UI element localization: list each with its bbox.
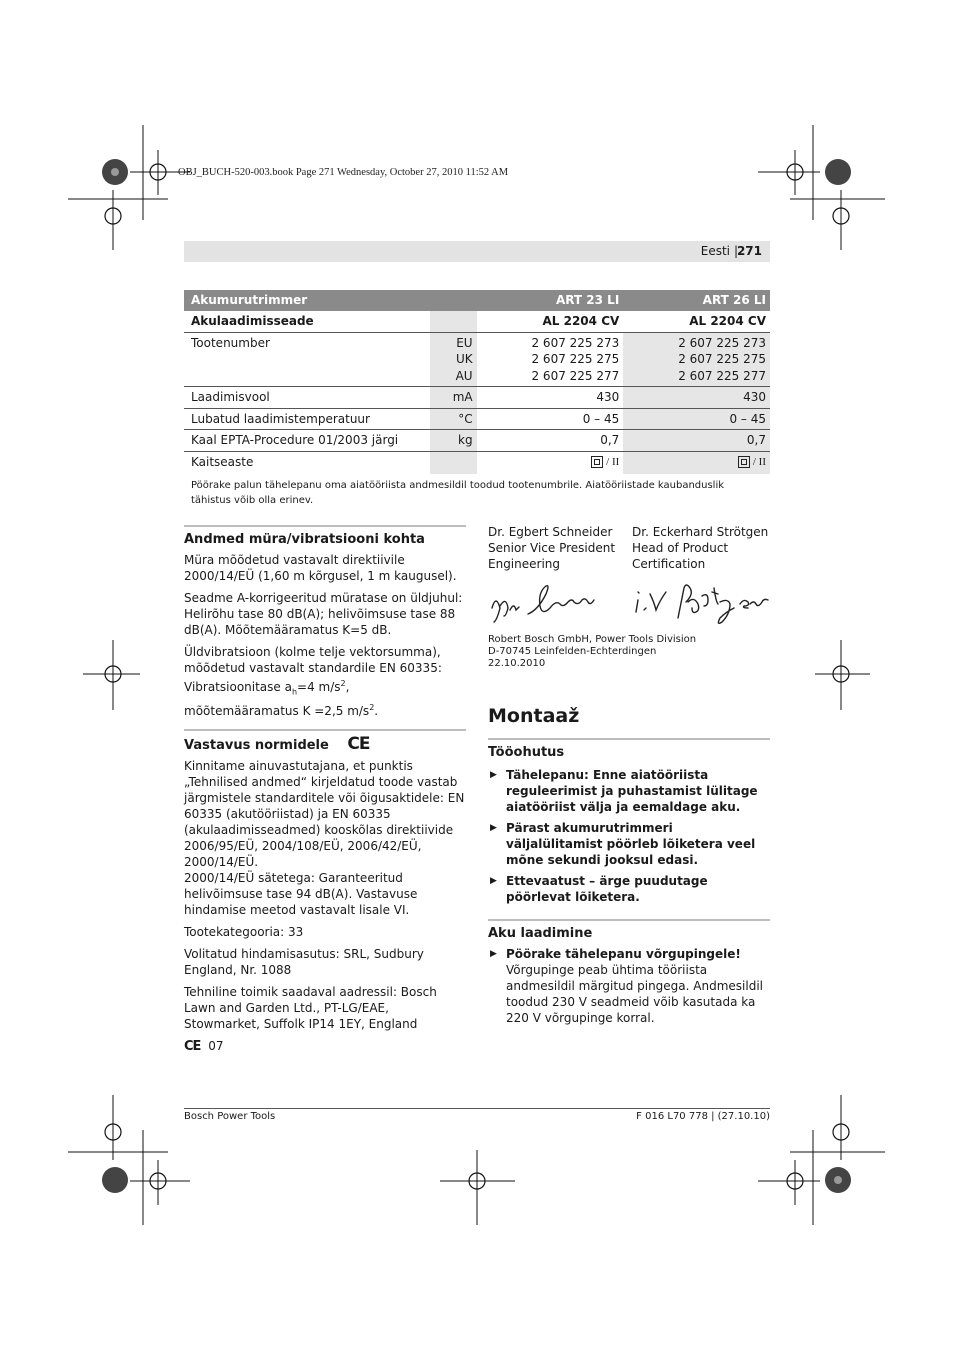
book-file-info: OBJ_BUCH-520-003.book Page 271 Wednesday, October 27, 2010 11:52 AM <box>178 167 509 178</box>
noise-section <box>184 525 466 719</box>
left-column <box>184 525 466 1061</box>
table-row <box>184 332 770 387</box>
spec-row-value-1: 2 607 225 273 2 607 225 275 2 607 225 277 <box>477 332 624 387</box>
spec-row-unit: EU UK AU <box>430 332 477 387</box>
page-number: 271 <box>736 244 762 258</box>
conformity-paragraph: Kinnitame ainuvastutajana, et punktis „Tehnilised andmed“ kirjeldatud toode vastab järgmistele standarditele või õigusaktidele: EN 60335 (akutööriistad) ja EN 60335 (akulaadimisseadmed) kooskõlas direktiivide 2006/95/EÜ, 2004/108/EÜ, 2006/42/EÜ, 2000/14/EÜ. <box>184 759 465 870</box>
page-footer <box>184 1108 770 1122</box>
footer-doc-number: F 016 L70 778 | (27.10.10) <box>636 1111 770 1122</box>
handwritten-signatures <box>488 578 770 630</box>
right-column <box>488 524 770 1031</box>
conformity-paragraph: 2000/14/EÜ sätetega: Garanteeritud helivõimsuse tase 94 dB(A). Vastavuse hindamise meetod vastavalt lisale VI. <box>184 871 418 918</box>
spec-header-product: Akumurutrimmer <box>184 290 430 311</box>
bullet-arrow-icon: ▶ <box>490 949 497 959</box>
header-language: Eesti <box>700 244 730 258</box>
spec-table-header-row <box>184 290 770 311</box>
bullet-arrow-icon: ▶ <box>490 770 497 780</box>
ce-mark-icon: CE <box>347 734 370 755</box>
bullet-arrow-icon: ▶ <box>490 823 497 833</box>
noise-title: Andmed müra/vibratsiooni kohta <box>184 532 425 547</box>
technical-file-address: Tehniline toimik saadaval aadressil: Bosch Lawn and Garden Ltd., PT-LG/EAE, Stowmarket, Suffolk IP14 1EY, England <box>184 985 437 1032</box>
battery-charging-section <box>488 919 770 1026</box>
list-item: ▶ Ettevaatust – ärge puudutage pöörlevat lõiketera. <box>490 874 708 904</box>
page-header-bar <box>184 241 770 262</box>
battery-charging-title: Aku laadimine <box>488 926 593 941</box>
spec-row-value-1: 430 <box>477 387 624 409</box>
table-row <box>184 451 770 474</box>
protection-class-icon <box>738 456 750 468</box>
signatory-left: Dr. Egbert Schneider Senior Vice President Engineering <box>488 525 616 571</box>
spec-row-label: Laadimisvool <box>184 387 430 409</box>
work-safety-section <box>488 738 770 905</box>
footer-brand: Bosch Power Tools <box>184 1111 276 1122</box>
spec-row-value-2: / II <box>623 451 770 474</box>
conformity-section <box>184 729 466 1055</box>
spec-table-charger-row <box>184 311 770 332</box>
spec-header-model-1: ART 23 LI <box>477 290 624 311</box>
protection-class-icon <box>591 456 603 468</box>
spec-charger-model-2: AL 2204 CV <box>623 311 770 332</box>
spec-table <box>184 290 770 474</box>
spec-row-label: Kaitseaste <box>191 454 254 469</box>
list-item: ▶ Pöörake tähelepanu võrgupingele! Võrgupinge peab ühtima tööriista andmesildil märgitud pingega. Andmesildil toodud 230 V seadmeid võib kasutada ka 220 V võrgupinge korral. <box>490 947 763 1025</box>
spec-row-value-2: 0,7 <box>623 430 770 452</box>
spec-row-unit: kg <box>430 430 477 452</box>
spec-charger-model-1: AL 2204 CV <box>477 311 624 332</box>
spec-row-label: Tootenumber <box>184 332 430 387</box>
ce-year-line: CE 07 <box>184 1039 224 1055</box>
list-item: ▶ Pärast akumurutrimmeri väljalülitamist pöörleb lõiketera veel mõne sekundi jooksul edasi. <box>490 821 756 867</box>
table-row <box>184 408 770 430</box>
assembly-title: Montaaž <box>488 705 580 727</box>
work-safety-title: Tööohutus <box>488 745 565 760</box>
spec-row-value-1: / II <box>477 451 624 474</box>
spec-row-value-2: 430 <box>623 387 770 409</box>
company-info: Robert Bosch GmbH, Power Tools Division D-70745 Leinfelden-Echterdingen 22.10.2010 <box>488 634 697 669</box>
conformity-title: Vastavus normidele <box>184 738 329 754</box>
spec-header-model-2: ART 26 LI <box>623 290 770 311</box>
noise-paragraph: Seadme A-korrigeeritud müratase on üldjuhul: Helirõhu tase 80 dB(A); helivõimsuse tase 88 dB(A). Mõõtemääramatus K=5 dB. <box>184 591 463 637</box>
product-category: Tootekategooria: 33 <box>184 925 304 940</box>
spec-row-value-2: 2 607 225 273 2 607 225 275 2 607 225 277 <box>623 332 770 387</box>
spec-row-label: Lubatud laadimistemperatuur <box>184 408 430 430</box>
spec-row-unit: mA <box>430 387 477 409</box>
safety-list <box>488 767 770 905</box>
spec-table-note: Pöörake palun tähelepanu oma aiatööriista andmesildil toodud tootenumbrile. Aiatööriistade kaubanduslik tähistus võib olla erinev. <box>191 480 725 506</box>
spec-charger-label: Akulaadimisseade <box>184 311 430 332</box>
charging-list <box>488 946 770 1026</box>
ce-mark-small-icon: CE <box>184 1039 201 1055</box>
table-row <box>184 387 770 409</box>
spec-row-value-2: 0 – 45 <box>623 408 770 430</box>
vibration-paragraph: Üldvibratsioon (kolme telje vektorsumma), mõõdetud vastavalt standardile EN 60335: Vibratsioonitase $a_h=4$ $m/s^2$, mõõtemääramatus K =2,5 $m/s^2$. <box>184 645 442 719</box>
spec-row-value-1: 0,7 <box>477 430 624 452</box>
spec-row-unit: °C <box>430 408 477 430</box>
signatory-right: Dr. Eckerhard Strötgen Head of Product Certification <box>632 525 769 571</box>
spec-row-value-1: 0 – 45 <box>477 408 624 430</box>
spec-row-label: Kaal EPTA-Procedure 01/2003 järgi <box>184 430 430 452</box>
noise-paragraph: Müra mõõdetud vastavalt direktiivile 2000/14/EÜ (1,60 m kõrgusel, 1 m kaugusel). <box>184 553 457 583</box>
bullet-arrow-icon: ▶ <box>490 876 497 886</box>
header-separator: | <box>733 244 738 258</box>
signatories <box>488 524 770 572</box>
notified-body: Volitatud hindamisasutus: SRL, Sudbury England, Nr. 1088 <box>184 947 424 978</box>
table-row <box>184 430 770 452</box>
list-item: ▶ Tähelepanu: Enne aiatööriista reguleerimist ja puhastamist lülitage aiatööriist välja ja eemaldage aku. <box>490 768 758 814</box>
